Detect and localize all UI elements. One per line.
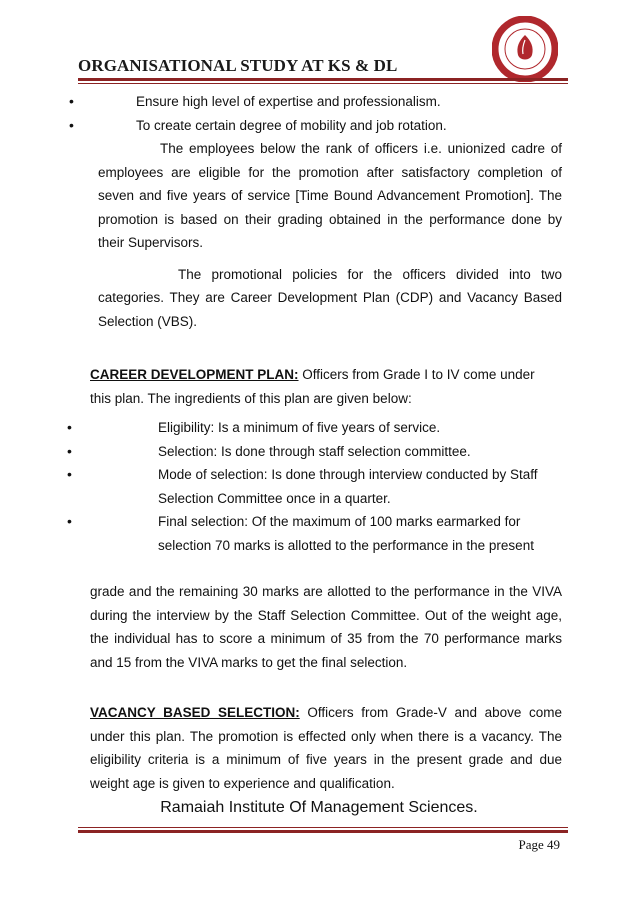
cdp-heading: CAREER DEVELOPMENT PLAN: [90,367,299,382]
list-item: • Eligibility: Is a minimum of five years of service. [90,416,542,440]
footer-rule-thin [78,827,568,828]
list-item: • Final selection: Of the maximum of 100 marks earmarked for selection 70 marks is allotted to the performance in the present [90,510,542,557]
cdp-intro: Officers from Grade I to IV come under this plan. The ingredients of this plan are given below: [90,367,535,406]
company-logo-icon [492,16,558,82]
intro-bullet-list [92,90,562,137]
footer-institute: Ramaiah Institute Of Management Sciences. [160,799,478,816]
cdp-continuation: grade and the remaining 30 marks are allotted to the performance in the VIVA during the interview by the Staff Selection Committee. Out of the weight age, the individual has to score a minimum of 35 from the 70 performance marks and 15 from the VIVA marks to get the final selection. [90,584,562,670]
list-item: • To create certain degree of mobility and job rotation. [92,114,562,138]
policy-paragraph: The promotional policies for the officers divided into two categories. They are Career Development Plan (CDP) and Vacancy Based Selection (VBS). [98,266,562,329]
footer-rule [78,830,568,833]
list-item: • Ensure high level of expertise and professionalism. [92,90,562,114]
vbs-text: Officers from Grade-V and above come under this plan. The promotion is effected only when there is a vacancy. The eligibility criteria is a minimum of five years in the present grade and due weight age is given to experience and qualification. [90,705,562,791]
list-item: • Mode of selection: Is done through interview conducted by Staff Selection Committee once in a quarter. [90,463,542,510]
cdp-section [90,363,562,674]
vbs-section [90,701,562,795]
header-rule-thin [78,83,568,84]
page-body [92,90,562,795]
vbs-heading: VACANCY BASED SELECTION: [90,705,300,720]
list-item: • Selection: Is done through staff selection committee. [90,440,542,464]
header-rule [78,78,568,81]
page-number: Page 49 [518,837,560,852]
cdp-bullet-list [90,416,542,557]
promotion-paragraph: The employees below the rank of officers i.e. unionized cadre of employees are eligible for the promotion after satisfactory completion of seven and five years of service [Time Bound Advancement Promotion]. The promotion is based on their grading obtained in the performance done by their Supervisors. [98,141,562,250]
page-header-title: ORGANISATIONAL STUDY AT KS & DL [78,56,398,75]
